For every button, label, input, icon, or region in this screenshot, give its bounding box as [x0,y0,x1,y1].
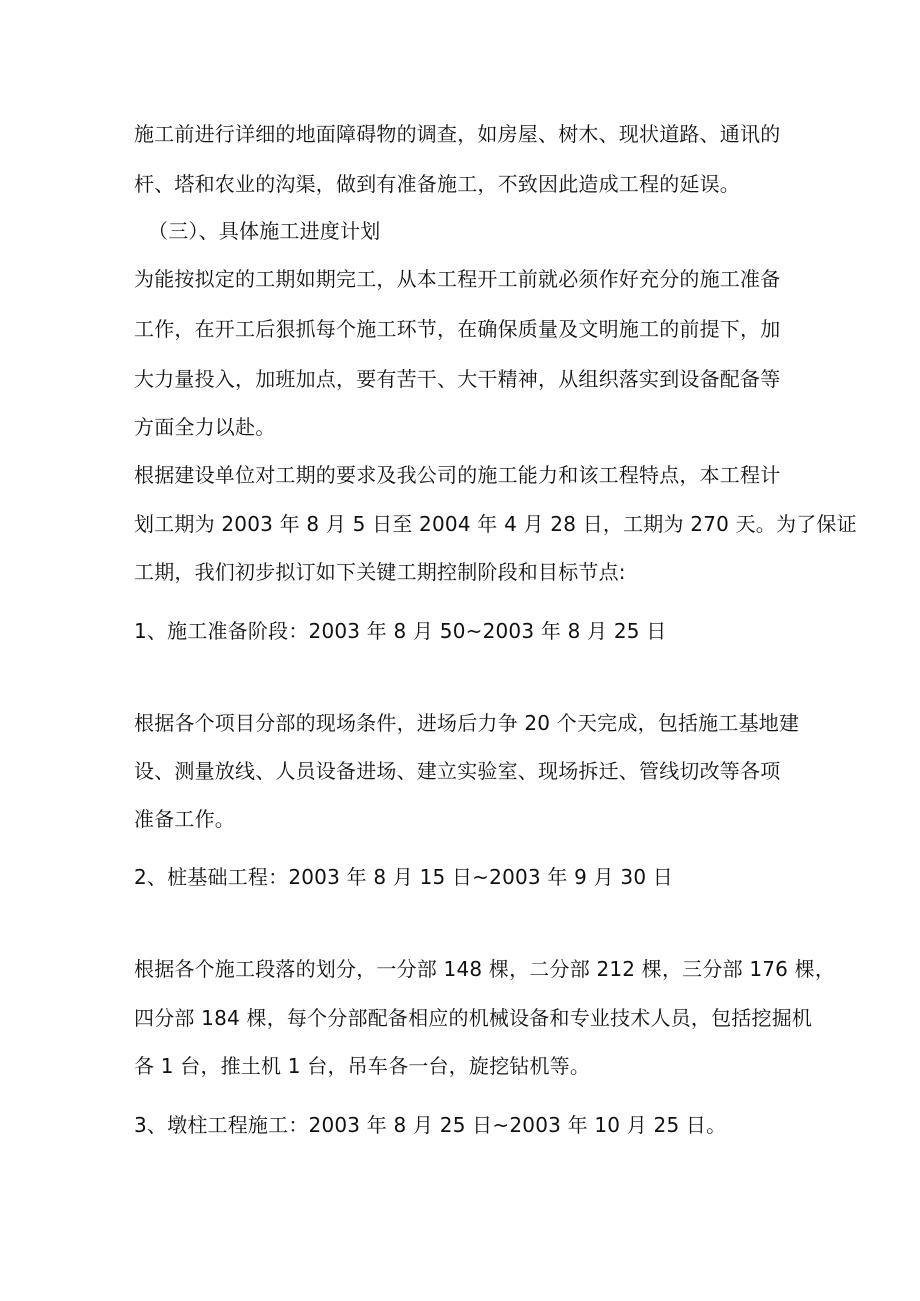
milestone-heading: 1、施工准备阶段：2003 年 8 月 50~2003 年 8 月 25 日 [134,619,667,643]
paragraph-line: 根据各个施工段落的划分，一分部 148 棵，二分部 212 棵，三分部 176 棵， [134,957,836,981]
paragraph-line: 设、测量放线、人员设备进场、建立实验室、现场拆迁、管线切改等各项 [134,759,781,783]
paragraph-line: 方面全力以赴。 [134,415,276,439]
paragraph-line: 工期，我们初步拟订如下关键工期控制阶段和目标节点: [134,560,626,584]
paragraph-line: 施工前进行详细的地面障碍物的调查，如房屋、树木、现状道路、通讯的 [134,122,781,146]
section-heading: （三）、具体施工进度计划 [148,219,381,243]
paragraph-line: 杆、塔和农业的沟渠，做到有准备施工，不致因此造成工程的延误。 [134,172,740,196]
paragraph-line: 划工期为 2003 年 8 月 5 日至 2004 年 4 月 28 日，工期为 270 天。为了保证 [134,512,857,536]
paragraph-line: 大力量投入，加班加点，要有苦干、大干精神，从组织落实到设备配备等 [134,367,781,391]
milestone-heading: 3、墩柱工程施工：2003 年 8 月 25 日~2003 年 10 月 25 日。 [134,1113,727,1137]
paragraph-line: 各 1 台，推土机 1 台，吊车各一台，旋挖钻机等。 [134,1054,591,1078]
paragraph-line: 根据建设单位对工期的要求及我公司的施工能力和该工程特点，本工程计 [134,463,781,487]
paragraph-line: 四分部 184 棵，每个分部配备相应的机械设备和专业技术人员，包括挖掘机 [134,1006,813,1030]
paragraph-line: 根据各个项目分部的现场条件，进场后力争 20 个天完成，包括施工基地建 [134,711,800,735]
paragraph-line: 工作，在开工后狠抓每个施工环节，在确保质量及文明施工的前提下，加 [134,317,781,341]
milestone-heading: 2、桩基础工程：2003 年 8 月 15 日~2003 年 9 月 30 日 [134,865,674,889]
paragraph-line: 准备工作。 [134,807,235,831]
paragraph-line: 为能按拟定的工期如期完工，从本工程开工前就必须作好充分的施工准备 [134,267,781,291]
